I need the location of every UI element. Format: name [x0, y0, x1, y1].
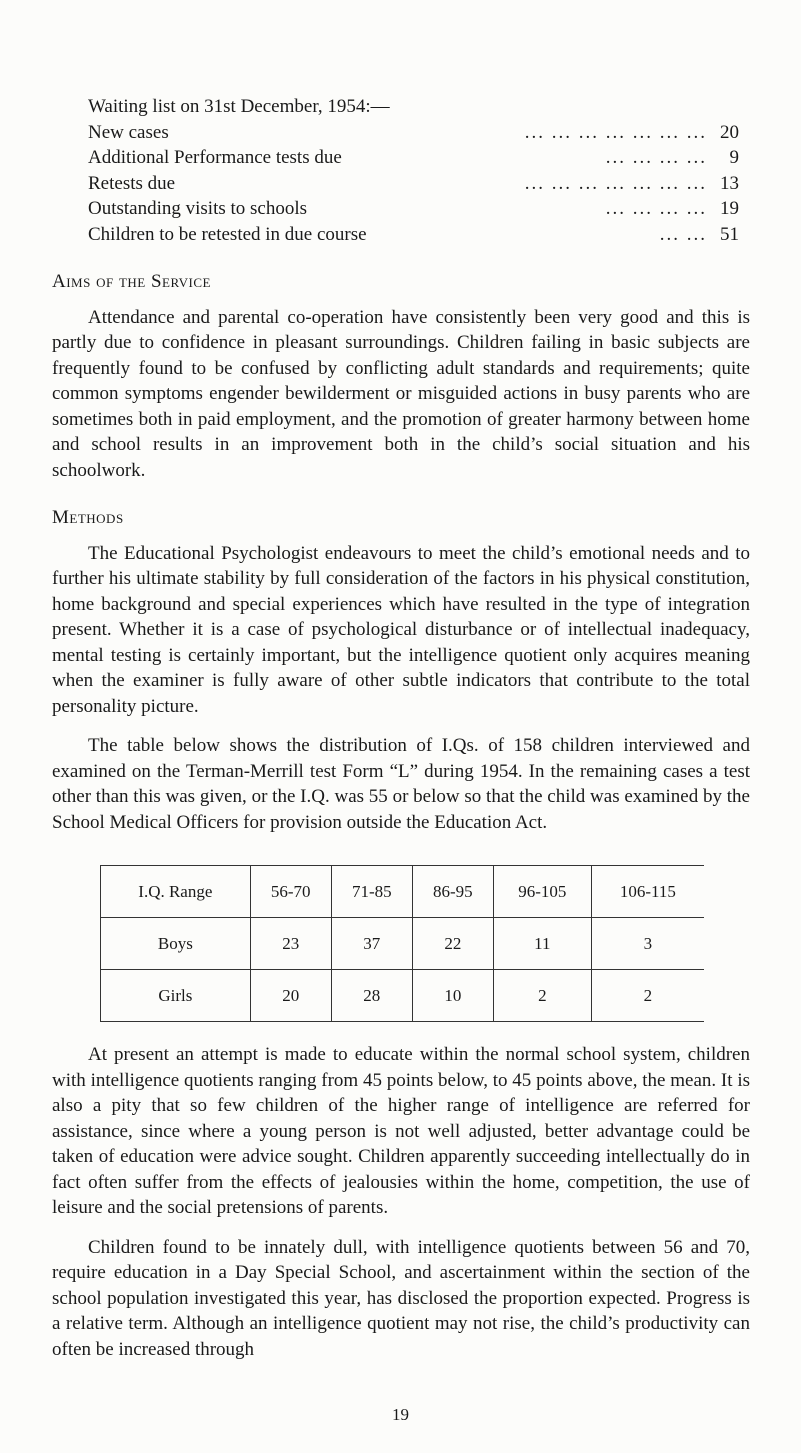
closing-paragraph-2: Children found to be innately dull, with intelligence quotients between 56 and 70, require education in a Day Special School, and ascertainment within the section of the school population investigated this year, has disclosed the proportion expected. Progress is a relative term. Although an intelligence quotient may not rise, the child’s productivity can often be increased through — [52, 1236, 750, 1360]
closing-paragraph-1: At present an attempt is made to educate within the normal school system, children with intelligence quotients ranging from 45 points below, to 45 points above, the mean. It is also a pity that so few children of the higher range of intelligence are referred for assistance, since where a young person is not well adjusted, better advantage could be taken of education were advice sought. Children apparently succeeding intellectually do in fact often suffer from the effects of jealousies within the home, competition, the use of leisure and the social pretensions of parents. — [52, 1044, 750, 1218]
leader-dots: ... ... ... ... — [605, 147, 707, 168]
table-cell: 23 — [250, 918, 331, 970]
header-cell: I.Q. Range — [101, 866, 251, 918]
table-cell: 28 — [331, 970, 412, 1022]
item-label: Retests due — [88, 172, 176, 194]
aims-heading: Aims of the Service — [52, 271, 211, 292]
aims-paragraph: Attendance and parental co-operation have consistently been very good and this is partly due to confidence in pleasant surroundings. Children failing in basic subjects are frequently found to be confused by conflicting adult standards and requirements; quite common symptoms engender bewilderment or misguided actions in busy parents who are sometimes both in paid employment, and the promotion of greater harmony between home and school results in an improvement both in the child’s social situation and his schoolwork. — [52, 306, 750, 481]
table-header-row — [101, 866, 705, 918]
table-cell: 20 — [250, 970, 331, 1022]
table-cell: 10 — [412, 970, 493, 1022]
item-label: New cases — [88, 121, 169, 143]
table-row-girls — [101, 970, 705, 1022]
header-cell: 86-95 — [412, 866, 493, 918]
methods-heading: Methods — [52, 507, 124, 528]
table-cell: 2 — [493, 970, 591, 1022]
item-value: 51 — [720, 223, 739, 245]
table-cell: 22 — [412, 918, 493, 970]
row-label: Girls — [101, 970, 251, 1022]
table-row-boys — [101, 918, 705, 970]
header-cell: 106-115 — [591, 866, 704, 918]
waiting-list-item — [88, 120, 739, 146]
leader-dots: ... ... ... ... ... ... ... — [524, 121, 707, 143]
leader-dots: ... ... ... ... ... ... ... — [524, 172, 707, 194]
waiting-list-item — [88, 196, 739, 222]
waiting-list-item — [88, 222, 739, 248]
methods-paragraph-1: The Educational Psychologist endeavours to meet the child’s emotional needs and to further his ultimate stability by full consideration of the factors in his physical constitution, home background and special experiences which have resulted in the type of integration present. Whether it is a case of psychological disturbance or of intellectual inadequacy, mental testing is certainly important, but the intelligence quotient only acquires meaning when the examiner is fully aware of other subtle indicators that contribute to the total personality picture. — [52, 542, 750, 717]
table-cell: 11 — [493, 918, 591, 970]
item-label: Children to be retested in due course — [88, 223, 367, 245]
table-cell: 2 — [591, 970, 704, 1022]
waiting-list — [88, 120, 739, 248]
table-cell: 3 — [591, 918, 704, 970]
table-cell: 37 — [331, 918, 412, 970]
item-value: 9 — [729, 147, 739, 168]
waiting-list-item — [88, 171, 739, 197]
header-cell: 56-70 — [250, 866, 331, 918]
waiting-list-title: Waiting list on 31st December, 1954:— — [88, 96, 390, 117]
page-number: 19 — [392, 1405, 409, 1424]
item-label: Additional Performance tests due — [88, 147, 342, 168]
item-value: 13 — [720, 172, 739, 194]
item-value: 19 — [720, 198, 739, 219]
methods-paragraph-2: The table below shows the distribution of I.Qs. of 158 children interviewed and examined on the Terman-Merrill test Form “L” during 1954. In the remaining cases a test other than this was given, or the I.Q. was 55 or below so that the child was examined by the School Medical Officers for provision outside the Education Act. — [52, 735, 750, 833]
leader-dots: ... ... ... ... — [605, 198, 707, 219]
item-value: 20 — [720, 121, 739, 143]
leader-dots: ... ... — [659, 223, 707, 245]
document-page — [52, 94, 750, 1362]
waiting-list-item — [88, 145, 739, 171]
iq-distribution-table — [100, 865, 704, 1022]
item-label: Outstanding visits to schools — [88, 198, 308, 219]
row-label: Boys — [101, 918, 251, 970]
iq-table-wrapper — [100, 865, 750, 1022]
header-cell: 96-105 — [493, 866, 591, 918]
header-cell: 71-85 — [331, 866, 412, 918]
